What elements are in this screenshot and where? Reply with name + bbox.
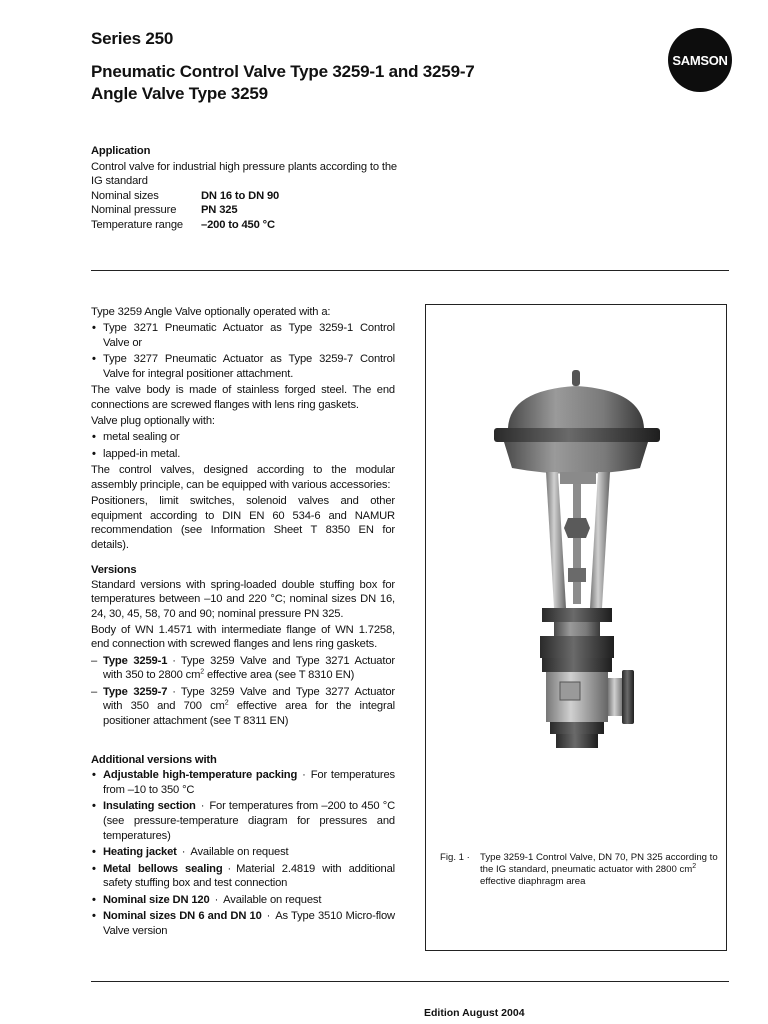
variant-text-end: effective area for the integral positioner attachment (see T 8311 EN) <box>103 700 395 727</box>
spec-key: Nominal sizes <box>91 189 159 202</box>
side-outlet <box>608 678 624 716</box>
additional-name: Heating jacket <box>103 846 177 859</box>
bottom-flange <box>550 722 604 734</box>
edition-label: Edition August 2004 <box>424 1007 525 1019</box>
plug-intro: Valve plug optionally with: <box>91 415 215 428</box>
spec-value: –200 to 450 °C <box>201 218 275 231</box>
stem-coupling <box>564 518 590 538</box>
plug-option: • metal sealing or <box>91 430 395 445</box>
additional-heading: Additional versions with <box>91 753 217 766</box>
variant-text-end: effective area (see T 8310 EN) <box>204 669 355 682</box>
separator: · <box>227 862 232 875</box>
figure-number: Fig. 1 <box>440 852 464 863</box>
actuator-item: • Type 3271 Pneumatic Actuator as Type 3259-1 Control Valve or <box>91 321 395 350</box>
caption-text: Type 3259-1 Control Valve, DN 70, PN 325 according to the IG standard, pneumatic actuator with 2800 cm <box>480 852 718 875</box>
yoke-left-leg <box>546 472 566 608</box>
figure-label <box>440 852 480 888</box>
side-flange <box>622 670 634 724</box>
valve-stem <box>573 484 581 604</box>
additional-item <box>91 845 395 860</box>
vent-nipple <box>572 370 580 386</box>
additional-item <box>91 909 395 938</box>
spec-row <box>91 203 406 218</box>
variant-name: Type 3259-7 <box>103 685 168 698</box>
actuator-flange-ring <box>494 428 660 442</box>
spec-value: PN 325 <box>201 204 238 217</box>
stem-connector <box>568 568 586 582</box>
body-description: The valve body is made of stainless forged steel. The end connections are screwed flanges with lens ring gaskets. <box>91 384 395 412</box>
spec-key: Nominal pressure <box>91 204 177 217</box>
plug-option: • lapped-in metal. <box>91 447 395 462</box>
samson-logo-text: SAMSON <box>672 52 728 68</box>
separator: · <box>172 654 176 667</box>
additional-text: For temperatures from –200 to 450 °C (see pressure-temperature diagram for pressures and temperatures) <box>103 800 395 842</box>
series-title: Series 250 <box>91 29 174 48</box>
spec-row <box>91 218 406 233</box>
additional-item <box>91 893 395 908</box>
caption-text-end: effective diaphragm area <box>480 876 586 887</box>
page-title-line-2: Angle Valve Type 3259 <box>91 84 268 103</box>
variant-text: Type 3259 Valve and Type 3277 Actuator with 350 and 700 cm <box>103 685 395 713</box>
superscript: 2 <box>224 699 229 707</box>
superscript: 2 <box>200 668 205 676</box>
page-title <box>91 61 475 105</box>
body-flange <box>542 658 612 672</box>
accessories-text: Positioners, limit switches, solenoid valves and other equipment according to DIN EN 60 534-6 and NAMUR recommendation (see Information Sheet T 8350 EN for details). <box>91 495 395 551</box>
valve-photo <box>480 368 680 768</box>
bonnet-flange-upper <box>542 608 612 622</box>
samson-logo <box>668 28 732 92</box>
additional-name: Metal bellows sealing <box>103 862 223 875</box>
spec-row <box>91 189 406 204</box>
bottom-divider <box>91 981 729 982</box>
separator: · <box>181 846 186 859</box>
versions-text: Standard versions with spring-loaded double stuffing box for temperatures between –10 and 220 °C; nominal sizes DN 16, 24, 30, 45, 58, 70 and 90; nominal pressure PN 325. <box>91 578 395 620</box>
versions-body-text: Body of WN 1.4571 with intermediate flange of WN 1.7258, end connection with screwed flanges and lens ring gaskets. <box>91 623 395 651</box>
additional-item <box>91 799 395 843</box>
additional-name: Nominal size DN 120 <box>103 893 210 906</box>
intermediate-flange <box>540 636 614 658</box>
separator: · <box>266 910 271 923</box>
figure-caption-text <box>480 852 725 888</box>
application-section <box>91 144 406 233</box>
additional-item <box>91 768 395 797</box>
modular-text: The control valves, designed according to the modular assembly principle, can be equipped with various accessories: <box>91 464 395 492</box>
additional-text: For temperatures from –10 to 350 °C <box>103 769 395 796</box>
actuator-bottom-case <box>504 442 648 474</box>
yoke-right-leg <box>590 472 610 608</box>
actuator-top-case <box>508 386 644 428</box>
additional-item <box>91 862 395 891</box>
bottom-connection <box>556 734 598 748</box>
spec-value: DN 16 to DN 90 <box>201 189 280 202</box>
superscript: 2 <box>692 862 697 870</box>
bonnet-neck <box>554 622 600 636</box>
versions-heading: Versions <box>91 564 137 576</box>
spec-key: Temperature range <box>91 218 183 231</box>
variant-item <box>91 654 395 683</box>
separator: · <box>172 685 176 698</box>
separator: · <box>302 769 306 782</box>
top-divider <box>91 270 729 271</box>
actuator-item: • Type 3277 Pneumatic Actuator as Type 3259-7 Control Valve for integral positioner attachment. <box>91 352 395 381</box>
yoke-top <box>560 472 596 484</box>
page-title-line-1: Pneumatic Control Valve Type 3259-1 and 3259-7 <box>91 62 475 81</box>
additional-text: Available on request <box>223 893 322 906</box>
variant-item <box>91 685 395 729</box>
application-heading: Application <box>91 145 151 157</box>
application-description: Control valve for industrial high pressure plants according to the IG standard <box>91 160 398 188</box>
additional-name: Insulating section <box>103 800 196 813</box>
separator: · <box>214 893 219 906</box>
separator: · <box>466 852 470 863</box>
additional-name: Adjustable high-temperature packing <box>103 769 298 782</box>
intro-text: Type 3259 Angle Valve optionally operated with a: <box>91 306 331 318</box>
additional-text: Available on request <box>190 846 289 859</box>
main-text-column <box>91 305 395 941</box>
figure-caption <box>440 852 725 888</box>
separator: · <box>200 800 205 813</box>
additional-name: Nominal sizes DN 6 and DN 10 <box>103 910 262 923</box>
additional-text: Material 2.4819 with additional safety stuffing box and test connection <box>103 862 395 890</box>
variant-name: Type 3259-1 <box>103 654 168 667</box>
variant-text: Type 3259 Valve and Type 3271 Actuator with 350 to 2800 cm <box>103 654 395 682</box>
additional-text: As Type 3510 Micro-flow Valve version <box>103 910 395 938</box>
valve-nameplate <box>560 682 580 700</box>
